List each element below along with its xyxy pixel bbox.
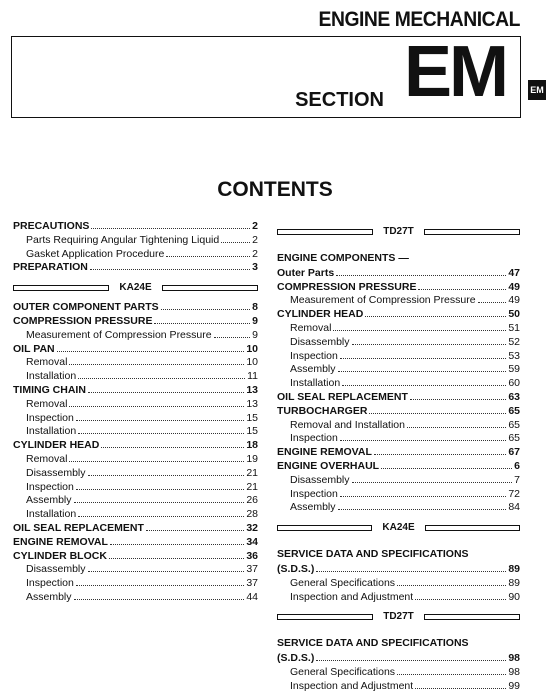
toc-entry-label: Inspection and Adjustment [290,679,414,692]
toc-entry-page: 11 [247,370,258,383]
divider-bar [424,614,520,620]
toc-entry-page: 47 [508,266,520,279]
toc-entry[interactable] [13,466,258,480]
toc-entry-page: 15 [246,425,258,438]
toc-entry-page: 10 [246,342,258,355]
toc-entry-page: 28 [246,508,258,521]
toc-entry[interactable] [277,252,520,266]
toc-entry[interactable] [277,590,520,604]
toc-entry-label: Installation [26,508,77,521]
dot-leader [340,349,506,359]
dot-leader [88,562,245,572]
dot-leader [221,233,250,243]
dot-leader [69,452,244,462]
toc-entry-page: 72 [508,487,520,500]
toc-entry-label: TIMING CHAIN [13,383,86,396]
toc-entry[interactable] [13,342,258,356]
toc-entry[interactable] [277,651,520,665]
toc-entry[interactable] [277,431,520,445]
document-title: ENGINE MECHANICAL [318,8,520,31]
toc-entry-label: CYLINDER HEAD [277,308,364,321]
toc-entry-page: 2 [252,233,258,246]
toc-entry-label: (S.D.S.) [277,652,315,665]
toc-entry-page: 15 [246,411,258,424]
toc-entry-page: 98 [508,652,520,665]
toc-entry-label: Disassembly [26,466,86,479]
dot-leader [471,548,518,557]
toc-entry-label: OUTER COMPONENT PARTS [13,301,159,314]
dot-leader [407,418,506,428]
toc-entry-page: 21 [246,466,258,479]
toc-entry-page: 52 [508,335,520,348]
dot-leader [415,590,506,600]
toc-entry[interactable] [13,369,258,383]
toc-entry[interactable] [13,562,258,576]
toc-entry-page: 99 [508,679,520,692]
toc-entry[interactable] [277,266,520,280]
toc-entry-page: 36 [246,549,258,562]
section-code: EM [404,32,506,112]
dot-leader [74,493,245,503]
dot-leader [69,355,244,365]
toc-entry[interactable] [13,219,258,233]
toc-entry[interactable] [277,679,520,693]
dot-leader [340,431,506,441]
toc-entry-label: ENGINE COMPONENTS — [277,252,409,264]
toc-entry[interactable] [13,328,258,342]
toc-entry-page: 8 [252,301,258,314]
toc-entry[interactable] [277,362,520,376]
dot-leader [381,459,512,469]
toc-entry-label: SERVICE DATA AND SPECIFICATIONS [277,637,469,650]
toc-entry-page: 37 [246,563,258,576]
toc-entry[interactable] [277,404,520,418]
toc-entry-page: 2 [252,220,258,232]
toc-entry-label: COMPRESSION PRESSURE [277,280,417,293]
toc-entry[interactable] [13,314,258,328]
toc-entry[interactable] [277,307,520,321]
toc-entry-label: TURBOCHARGER [277,404,368,417]
divider-label: TD27T [383,226,414,238]
toc-entry[interactable] [13,535,258,549]
divider-bar [277,614,373,620]
toc-entry-page: 7 [514,473,520,486]
toc-entry[interactable] [13,576,258,590]
divider-bar [13,285,109,291]
toc-entry[interactable] [13,493,258,507]
toc-entry-label: ENGINE REMOVAL [13,535,108,548]
toc-entry[interactable] [277,335,520,349]
toc-entry[interactable] [13,397,258,411]
toc-entry-page: 19 [246,452,258,465]
dot-leader [88,466,245,476]
divider-label: TD27T [383,611,414,623]
toc-entry-label: PREPARATION [13,261,88,274]
toc-entry-label: ENGINE REMOVAL [277,446,372,459]
dot-leader [342,376,506,386]
toc-entry[interactable] [277,548,520,562]
toc-entry[interactable] [277,349,520,363]
toc-entry-page: 98 [508,665,520,678]
dot-leader [109,549,244,559]
toc-entry-label: CYLINDER HEAD [13,439,100,452]
toc-entry-page: 26 [246,494,258,507]
dot-leader [397,576,506,586]
dot-leader [340,487,506,497]
toc-entry[interactable] [277,418,520,432]
toc-entry[interactable] [13,480,258,494]
section-label: SECTION [295,89,384,111]
dot-leader [69,397,244,407]
dot-leader [478,293,507,303]
toc-entry[interactable] [277,500,520,514]
toc-entry[interactable] [277,280,520,294]
toc-entry-label: Gasket Application Procedure [26,247,165,260]
toc-entry[interactable] [277,562,520,576]
engine-divider [277,610,520,624]
toc-entry-label: Measurement of Compression Pressure [26,328,212,341]
toc-entry[interactable] [277,390,520,404]
dot-leader [411,252,518,261]
toc-entry-page: 9 [252,314,258,327]
toc-entry-page: 49 [508,280,520,293]
toc-entry[interactable] [277,459,520,473]
toc-entry-label: Inspection [26,411,74,424]
toc-entry-label: Removal [290,321,332,334]
toc-entry-label: Disassembly [290,473,350,486]
dot-leader [316,651,506,661]
toc-entry[interactable] [13,383,258,397]
toc-entry-page: 67 [508,446,520,459]
dot-leader [166,247,250,257]
toc-entry-page: 63 [508,390,520,403]
toc-entry-label: Inspection [290,487,338,500]
toc-entry[interactable] [13,452,258,466]
toc-entry-page: 89 [508,576,520,589]
toc-entry[interactable] [13,233,258,247]
dot-leader [333,321,506,331]
toc-entry-page: 59 [508,363,520,376]
toc-entry-label: Measurement of Compression Pressure [290,294,476,307]
dot-leader [316,562,506,572]
toc-entry-page: 3 [252,261,258,274]
dot-leader [214,328,251,338]
toc-entry[interactable] [13,300,258,314]
toc-entry-label: Inspection [290,432,338,445]
toc-entry-label: Installation [290,377,341,390]
engine-divider [277,225,520,239]
dot-leader [78,369,245,379]
toc-entry-page: 18 [246,439,258,452]
toc-entry-label: Removal [26,356,68,369]
toc-entry-page: 34 [246,535,258,548]
toc-entry-label: Outer Parts [277,266,335,279]
toc-entry-label: Inspection [290,349,338,362]
toc-entry-page: 60 [508,377,520,390]
dot-leader [76,411,244,421]
dot-leader [90,260,250,270]
toc-entry[interactable] [277,576,520,590]
toc-entry-label: Assembly [26,590,72,603]
toc-entry-page: 13 [246,397,258,410]
toc-entry-page: 51 [508,321,520,334]
dot-leader [88,383,244,393]
toc-entry-label: Inspection [26,480,74,493]
dot-leader [374,445,506,455]
toc-entry-page: 21 [246,480,258,493]
dot-leader [91,219,250,229]
dot-leader [418,280,506,290]
toc-entry-label: COMPRESSION PRESSURE [13,314,153,327]
dot-leader [161,300,251,310]
toc-entry-label: ENGINE OVERHAUL [277,459,380,472]
toc-entry-label: OIL SEAL REPLACEMENT [277,390,408,403]
dot-leader [110,535,244,545]
toc-entry-label: OIL SEAL REPLACEMENT [13,521,144,534]
toc-entry-label: Installation [26,370,77,383]
toc-entry-page: 65 [508,404,520,417]
toc-entry-page: 49 [508,294,520,307]
engine-divider [277,521,520,535]
toc-entry-page: 2 [252,247,258,260]
toc-entry[interactable] [277,321,520,335]
toc-right-column [277,218,520,693]
toc-entry-page: 32 [246,521,258,534]
toc-entry-label: General Specifications [290,576,396,589]
toc-entry[interactable] [277,665,520,679]
toc-entry-page: 53 [508,349,520,362]
toc-entry-page: 13 [246,383,258,396]
contents-title: CONTENTS [217,178,333,201]
toc-entry-label: General Specifications [290,665,396,678]
toc-entry[interactable] [13,590,258,604]
spacer [277,244,520,252]
toc-entry[interactable] [277,637,520,651]
toc-entry[interactable] [13,438,258,452]
divider-label: KA24E [382,522,415,534]
dot-leader [415,679,506,689]
toc-entry-label: Removal and Installation [290,418,405,431]
toc-left-column [13,219,258,604]
toc-entry-label: Removal [26,452,68,465]
toc-entry-page: 84 [508,501,520,514]
divider-bar [424,229,520,235]
toc-entry-label: Assembly [290,501,336,514]
toc-entry-label: Disassembly [290,335,350,348]
section-tab: EM [528,80,546,100]
section-box [11,32,521,118]
toc-entry[interactable] [13,424,258,438]
toc-entry-label: Assembly [290,363,336,376]
divider-label: KA24E [119,282,152,294]
toc-entry-page: 9 [252,328,258,341]
toc-entry-label: Parts Requiring Angular Tightening Liquid [26,233,220,246]
divider-bar [277,525,372,531]
toc-entry[interactable] [277,487,520,501]
toc-entry[interactable] [13,507,258,521]
dot-leader [76,480,244,490]
dot-leader [101,438,244,448]
dot-leader [78,507,244,517]
toc-entry[interactable] [13,521,258,535]
toc-entry-label: PRECAUTIONS [13,220,90,232]
toc-entry[interactable] [277,293,520,307]
divider-bar [277,229,373,235]
toc-entry-page: 10 [246,356,258,369]
engine-divider [13,281,258,295]
toc-entry[interactable] [13,355,258,369]
dot-leader [57,342,245,352]
dot-leader [78,424,244,434]
dot-leader [352,473,513,483]
toc-entry-page: 65 [508,432,520,445]
dot-leader [352,335,507,345]
toc-entry-label: SERVICE DATA AND SPECIFICATIONS [277,548,469,561]
dot-leader [338,362,507,372]
toc-entry-label: (S.D.S.) [277,562,315,575]
divider-bar [425,525,520,531]
toc-entry-page: 50 [508,308,520,321]
toc-entry-label: Disassembly [26,563,86,576]
toc-entry-page: 89 [508,562,520,575]
toc-entry[interactable] [13,247,258,261]
toc-entry-page: 37 [246,577,258,590]
dot-leader [336,266,506,276]
toc-entry[interactable] [277,445,520,459]
toc-entry-label: Removal [26,397,68,410]
dot-leader [74,590,245,600]
spacer [277,629,520,637]
dot-leader [154,314,250,324]
toc-entry-label: Assembly [26,494,72,507]
toc-entry[interactable] [13,549,258,563]
dot-leader [471,637,518,646]
toc-entry-label: CYLINDER BLOCK [13,549,107,562]
spacer [277,540,520,548]
toc-entry-page: 44 [246,590,258,603]
toc-entry-label: Inspection and Adjustment [290,590,414,603]
dot-leader [338,500,507,510]
toc-entry[interactable] [13,260,258,274]
toc-entry-label: Installation [26,425,77,438]
toc-entry-page: 90 [508,590,520,603]
dot-leader [410,390,506,400]
dot-leader [146,521,244,531]
toc-entry-page: 6 [514,459,520,472]
dot-leader [365,307,506,317]
dot-leader [369,404,506,414]
toc-entry-label: OIL PAN [13,342,55,355]
dot-leader [397,665,506,675]
toc-entry-label: Inspection [26,577,74,590]
toc-entry[interactable] [277,376,520,390]
dot-leader [76,576,244,586]
toc-entry-page: 65 [508,418,520,431]
toc-entry[interactable] [277,473,520,487]
toc-entry[interactable] [13,411,258,425]
divider-bar [162,285,258,291]
